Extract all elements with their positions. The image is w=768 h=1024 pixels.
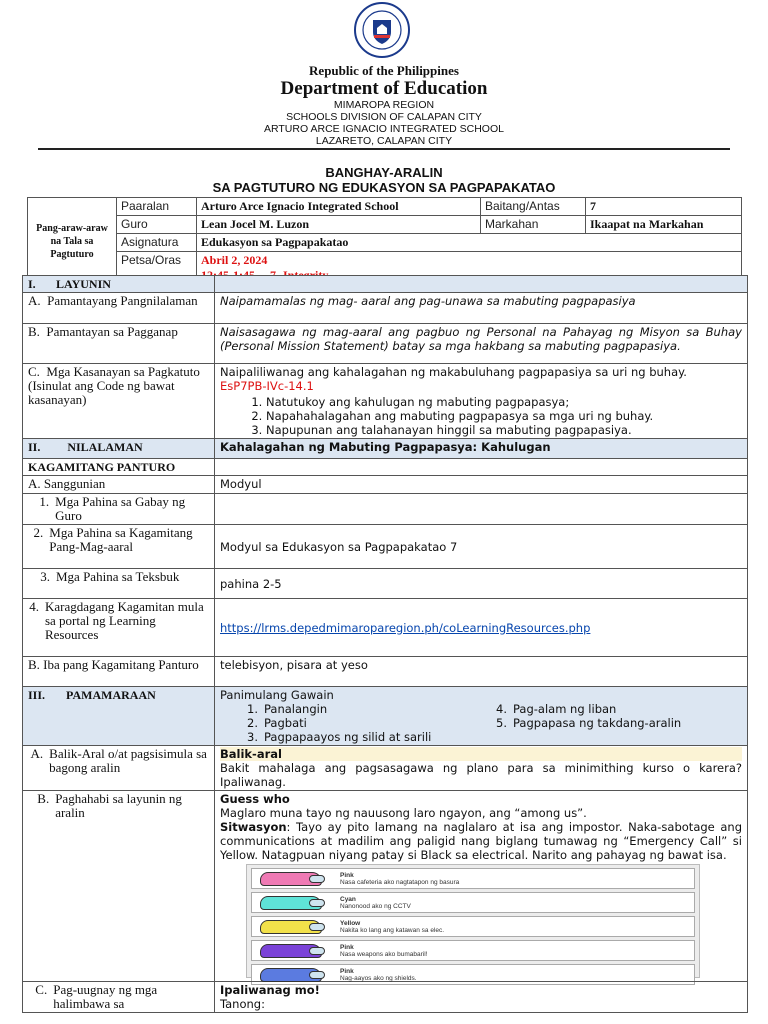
guess-who-heading: Guess who: [220, 792, 290, 806]
table-row: [23, 476, 748, 494]
crewmate-icon: [260, 944, 322, 958]
nilalaman-heading: II. NILALAMAN: [23, 439, 215, 459]
table-row: [23, 324, 748, 364]
pag-uugnay-label: C. Pag-uugnay ng mga halimbawa sa: [23, 982, 215, 1013]
pamamaraan-heading: III. PAMAMARAAN: [23, 687, 215, 746]
layunin-heading-row: [23, 276, 748, 293]
doc-title: BANGHAY-ARALIN: [325, 165, 443, 180]
baitang-label: Baitang/Antas: [481, 198, 586, 216]
crewmate-icon: [260, 920, 322, 934]
nilalaman-topic: Kahalagahan ng Mabuting Pagpapasya: Kahulugan: [215, 439, 748, 459]
crewmate-name: Cyan: [340, 895, 356, 903]
list-item: 1. Panalangin: [247, 702, 328, 716]
deped-seal-logo: [354, 2, 410, 58]
republic-line: Republic of the Philippines: [309, 63, 459, 78]
crewmate-name: Pink: [340, 967, 354, 975]
crewmate-statement: Nasa cafeteria ako nagtatapon ng basura: [340, 878, 460, 886]
sanggunian-label: A. Sanggunian: [23, 476, 215, 494]
list-item: 1. Natutukoy ang kahulugan ng mabuting pagpapasya;: [266, 395, 742, 409]
gabay-guro-value: [215, 494, 748, 525]
nilalaman-heading-row: [23, 439, 748, 459]
pamamaraan-heading-row: [23, 687, 748, 746]
crewmate-statement: Nag-aayos ako ng shields.: [340, 974, 417, 982]
daily-log-label: Pang-araw-araw na Tala sa Pagtuturo: [28, 198, 117, 285]
crewmate-statement: Nasa weapons ako bumabaril!: [340, 950, 428, 958]
paghahabi-label: B. Paghahabi sa layunin ng aralin: [23, 791, 215, 982]
crewmate-name: Pink: [340, 943, 354, 951]
pamantayan-sa-pagganap-label: B. Pamantayan sa Pagganap: [23, 324, 215, 364]
list-item: 3. Napupunan ang talahanayan hinggil sa mabuting pagpapasiya.: [266, 423, 742, 437]
layunin-heading: I. LAYUNIN: [23, 276, 215, 293]
list-item: 2. Pagbati: [247, 716, 307, 730]
table-row: [23, 569, 748, 599]
list-item: 2. Napahahalagahan ang mabuting pagpapasya sa mga uri ng buhay.: [266, 409, 742, 423]
asignatura-label: Asignatura: [117, 234, 197, 252]
kasanayan-label: C. Mga Kasanayan sa Pagkatuto (Isinulat ang Code ng bawat kasanayan): [23, 364, 215, 439]
region-line: MIMAROPA REGION: [333, 99, 435, 111]
doc-subtitle: SA PAGTUTURO NG EDUKASYON SA PAGPAPAKATAO: [212, 180, 556, 195]
paghahabi-content: [215, 791, 748, 982]
kagamitang-mag-aaral-value: Modyul sa Edukasyon sa Pagpapakatao 7: [215, 525, 748, 569]
address-line: LAZARETO, CALAPAN CITY: [315, 135, 453, 147]
department-title: Department of Education: [280, 78, 488, 99]
crewmate-icon: [260, 896, 322, 910]
among-us-statements-image: [246, 864, 700, 982]
kagamitan-heading: KAGAMITANG PANTURO: [23, 459, 215, 476]
balik-aral-content: [215, 746, 748, 791]
paaralan-value: Arturo Arce Ignacio Integrated School: [197, 198, 481, 216]
table-row: [23, 657, 748, 687]
ipaliwanag-heading: Ipaliwanag mo!: [220, 983, 320, 997]
crewmate-icon: [260, 968, 322, 982]
school-line: ARTURO ARCE IGNACIO INTEGRATED SCHOOL: [264, 123, 504, 135]
markahan-label: Markahan: [481, 216, 586, 234]
pamantayan-sa-pagganap-text: Naisasagawa ng mag-aaral ang pagbuo ng Personal na Pahayag ng Misyon sa Buhay (Personal Mission Statement) batay sa mga hakbang sa mabuting pagpapasiya.: [215, 324, 748, 364]
paaralan-label: Paaralan: [117, 198, 197, 216]
list-item: 4. Pag-alam ng liban: [496, 702, 617, 716]
sanggunian-value: Modyul: [215, 476, 748, 494]
panimulang-gawain-title: Panimulang Gawain: [220, 688, 334, 702]
header-divider: [38, 148, 730, 150]
guro-label: Guro: [117, 216, 197, 234]
iba-pang-kagamitan-value: telebisyon, pisara at yeso: [215, 657, 748, 687]
crewmate-icon: [260, 872, 322, 886]
pag-uugnay-content: [215, 982, 748, 1013]
crewmate-statement: Nanonood ako ng CCTV: [340, 902, 411, 910]
gabay-guro-label: 1. Mga Pahina sa Gabay ng Guro: [23, 494, 215, 525]
table-row: [23, 494, 748, 525]
paghahabi-text: Maglaro muna tayo ng nauusong laro ngayon, ang “among us”.: [220, 806, 587, 820]
kagamitang-mag-aaral-label: 2. Mga Pahina sa Kagamitang Pang-Mag-aaral: [23, 525, 215, 569]
list-item: [251, 892, 695, 913]
time-text: 12:45-1:45: [201, 268, 255, 282]
kasanayan-content: [215, 364, 748, 439]
section-text: 7- Integrity: [270, 268, 329, 282]
table-row: [23, 746, 748, 791]
balik-aral-heading: Balik-aral: [220, 747, 742, 761]
date-text: Abril 2, 2024: [201, 253, 268, 267]
pamantayang-pangnilalaman-label: A. Pamantayang Pangnilalaman: [23, 293, 215, 324]
balik-aral-label: A. Balik-Aral o/at pagsisimula sa bagong aralin: [23, 746, 215, 791]
teksbuk-value: pahina 2-5: [215, 569, 748, 599]
division-line: SCHOOLS DIVISION OF CALAPAN CITY: [286, 111, 482, 123]
tanong-label: Tanong:: [220, 997, 265, 1011]
learning-resources-label: 4. Karagdagang Kagamitan mula sa portal ng Learning Resources: [23, 599, 215, 657]
opening-activities: [220, 702, 742, 744]
kasanayan-text: Naipaliliwanag ang kahalagahan ng makabuluhang pagpapasiya sa uri ng buhay.: [220, 365, 687, 379]
lr-portal-link[interactable]: https://lrms.depedmimaroparegion.ph/coLearningResources.php: [220, 620, 591, 635]
balik-aral-text: Bakit mahalaga ang pagsasagawa ng plano para sa minimithing kurso o karera? Ipaliwanag.: [220, 761, 742, 789]
lesson-plan-table: [22, 275, 748, 1013]
table-row: [23, 293, 748, 324]
crewmate-name: Yellow: [340, 919, 361, 927]
competency-code: EsP7PB-IVc-14.1: [220, 379, 314, 393]
iba-pang-kagamitan-label: B. Iba pang Kagamitang Panturo: [23, 657, 215, 687]
list-item: [251, 868, 695, 889]
table-row: [23, 599, 748, 657]
crewmate-statement: Nakita ko lang ang katawan sa elec.: [340, 926, 445, 934]
table-row: [23, 791, 748, 982]
sitwasyon-text: Sitwasyon: Tayo ay pito lamang na naglalaro at isa ang impostor. Naka-sabotage ang communications at madilim ang paligid nang biglang tumawag ng “Emergency Call” si Yellow. Natagpuan niyang patay si Black sa electrical. Narito ang pahayag ng bawat isa.: [220, 820, 742, 862]
markahan-value: Ikaapat na Markahan: [586, 216, 742, 234]
list-item: [251, 940, 695, 961]
list-item: 3. Pagpapaayos ng silid at sarili: [247, 730, 432, 744]
baitang-value: 7: [586, 198, 742, 216]
list-item: [251, 916, 695, 937]
table-row: [23, 364, 748, 439]
petsa-label: Petsa/Oras: [117, 252, 197, 285]
table-row: [23, 982, 748, 1013]
pamantayang-pangnilalaman-text: Naipamamalas ng mag- aaral ang pag-unawa sa mabuting pagpapasiya: [215, 293, 748, 324]
table-row: [23, 459, 748, 476]
lesson-info-table: [27, 197, 742, 285]
asignatura-value: Edukasyon sa Pagpapakatao: [197, 234, 742, 252]
teksbuk-label: 3. Mga Pahina sa Teksbuk: [23, 569, 215, 599]
table-row: [23, 525, 748, 569]
guro-value: Lean Jocel M. Luzon: [197, 216, 481, 234]
crewmate-name: Pink: [340, 871, 354, 879]
list-item: 5. Pagpapasa ng takdang-aralin: [496, 716, 682, 730]
objectives-list: [220, 395, 742, 437]
panimulang-gawain: [215, 687, 748, 746]
